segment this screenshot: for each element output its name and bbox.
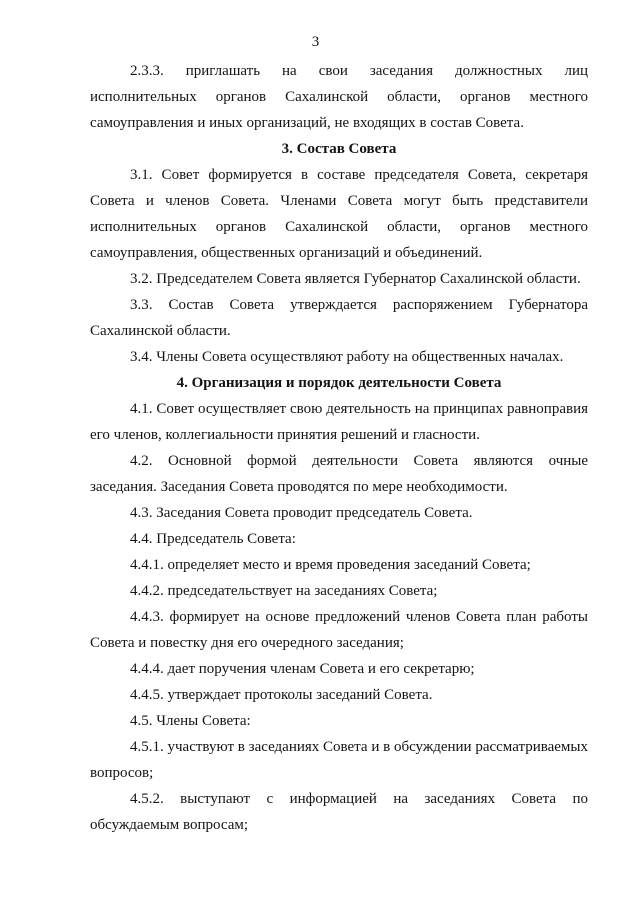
paragraph-4-4-1: 4.4.1. определяет место и время проведения заседаний Совета; [130, 557, 531, 573]
paragraph-4-4-3: 4.4.3. формирует на основе предложений членов Совета план работы Совета и повестку дня его очередного заседания; [90, 609, 588, 651]
paragraph-3-2: 3.2. Председателем Совета является Губернатор Сахалинской области. [130, 271, 581, 287]
paragraph-3-4: 3.4. Члены Совета осуществляют работу на общественных началах. [130, 349, 564, 365]
paragraph-4-5-1: 4.5.1. участвуют в заседаниях Совета и в обсуждении рассматриваемых вопросов; [90, 739, 588, 781]
paragraph-4-4: 4.4. Председатель Совета: [130, 531, 296, 547]
paragraph-4-4-5: 4.4.5. утверждает протоколы заседаний Совета. [130, 687, 433, 703]
paragraph-4-4-2: 4.4.2. председательствует на заседаниях Совета; [130, 583, 438, 599]
section-heading-4: 4. Организация и порядок деятельности Совета [176, 375, 502, 391]
paragraph-4-4-4: 4.4.4. дает поручения членам Совета и его секретарю; [130, 661, 475, 677]
paragraph-4-3: 4.3. Заседания Совета проводит председатель Совета. [130, 505, 473, 521]
paragraph-3-1: 3.1. Совет формируется в составе председателя Совета, секретаря Совета и членов Совета. Членами Совета могут быть представители исполнительных органов Сахалинской области, органов местного самоуправления, общественных организаций и объединений. [90, 167, 588, 261]
page-number: 3 [311, 34, 320, 50]
paragraph-4-5: 4.5. Члены Совета: [130, 713, 251, 729]
paragraph-3-3: 3.3. Состав Совета утверждается распоряжением Губернатора Сахалинской области. [90, 297, 588, 339]
paragraph-4-2: 4.2. Основной формой деятельности Совета являются очные заседания. Заседания Совета проводятся по мере необходимости. [90, 453, 588, 495]
paragraph-2-3-3: 2.3.3. приглашать на свои заседания должностных лиц исполнительных органов Сахалинской области, органов местного самоуправления и иных организаций, не входящих в состав Совета. [90, 63, 588, 131]
paragraph-4-1: 4.1. Совет осуществляет свою деятельность на принципах равноправия его членов, коллегиальности принятия решений и гласности. [90, 401, 588, 443]
document-body [90, 58, 588, 838]
paragraph-4-5-2: 4.5.2. выступают с информацией на заседаниях Совета по обсуждаемым вопросам; [90, 791, 588, 833]
section-heading-3: 3. Состав Совета [281, 141, 397, 157]
